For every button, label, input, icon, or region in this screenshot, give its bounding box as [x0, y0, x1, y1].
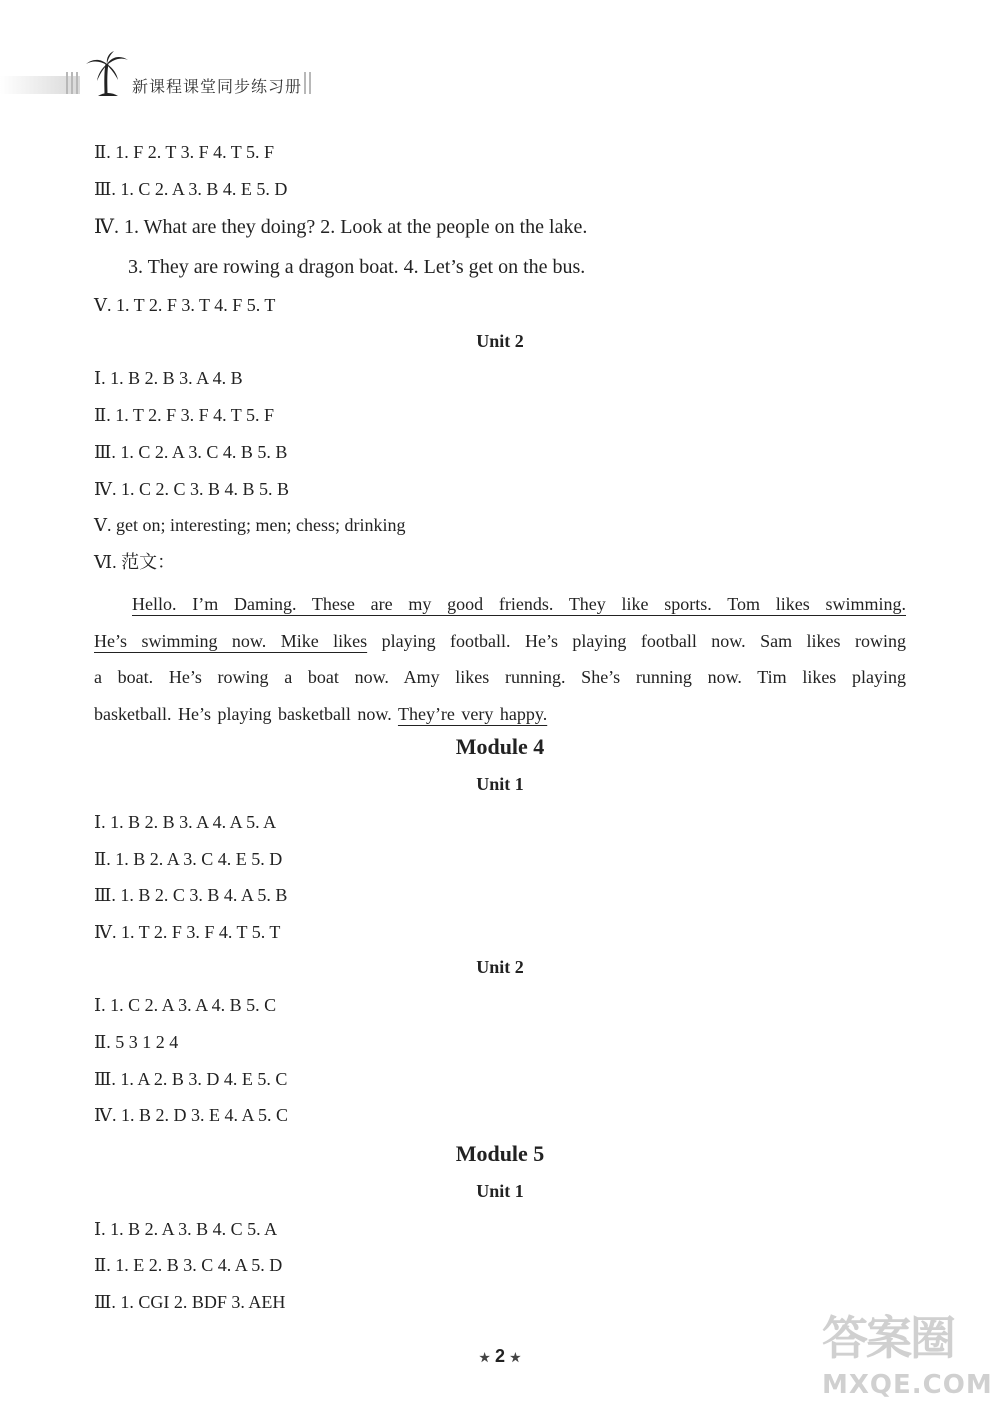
essay-underlined-text: Hello. I’m Daming. These are my good friends. They like sports. Tom likes swimming.	[132, 594, 906, 614]
essay-text: basketball. He’s playing basketball now.	[94, 703, 398, 724]
answer-line: Ⅲ. 1. C 2. A 3. B 4. E 5. D	[94, 179, 288, 199]
header-bars-left	[66, 72, 78, 94]
answer-line: Ⅵ. 范文：	[94, 552, 176, 572]
essay-underlined-text: They’re very happy.	[397, 703, 548, 724]
answer-line: Ⅱ. 1. E 2. B 3. C 4. A 5. D	[94, 1255, 283, 1275]
watermark-url: MXQE.COM	[822, 1370, 993, 1400]
answer-line: Ⅴ. get on; interesting; men; chess; drinking	[94, 515, 406, 535]
essay-line	[94, 586, 906, 623]
answer-line: Ⅴ. 1. T 2. F 3. T 4. F 5. T	[94, 295, 276, 315]
answer-line: Ⅲ. 1. CGI 2. BDF 3. AEH	[94, 1292, 286, 1312]
module-heading: Module 5	[455, 1141, 545, 1166]
page-number-value: 2	[494, 1346, 505, 1366]
answer-line: Ⅲ. 1. B 2. C 3. B 4. A 5. B	[94, 885, 288, 905]
answer-line: Ⅰ. 1. B 2. B 3. A 4. B	[94, 368, 243, 388]
answer-line: Ⅱ. 1. T 2. F 3. F 4. T 5. F	[94, 405, 274, 425]
answer-line: Ⅳ. 1. C 2. C 3. B 4. B 5. B	[94, 479, 290, 499]
answer-line: Ⅳ. 1. B 2. D 3. E 4. A 5. C	[94, 1105, 289, 1125]
watermark-text: 答案圈	[822, 1311, 954, 1365]
star-icon: ★	[479, 1350, 490, 1365]
answer-line: Ⅲ. 1. C 2. A 3. C 4. B 5. B	[94, 442, 288, 462]
answer-line: Ⅳ. 1. What are they doing? 2. Look at the people on the lake.	[94, 216, 588, 238]
essay-text: playing football. He’s playing football now. Sam likes rowing	[367, 630, 906, 651]
unit-heading: Unit 2	[476, 331, 524, 351]
answer-line: Ⅱ. 1. B 2. A 3. C 4. E 5. D	[94, 849, 283, 869]
unit-heading: Unit 2	[476, 957, 524, 977]
star-icon: ★	[510, 1350, 521, 1365]
essay-line: a boat. He’s rowing a boat now. Amy likes running. She’s running now. Tim likes playing	[94, 667, 906, 687]
answer-line: Ⅲ. 1. A 2. B 3. D 4. E 5. C	[94, 1069, 288, 1089]
sample-essay	[94, 586, 906, 732]
answer-line: Ⅰ. 1. C 2. A 3. A 4. B 5. C	[94, 995, 277, 1015]
watermark	[822, 1308, 992, 1418]
answer-line: Ⅱ. 5 3 1 2 4	[94, 1032, 179, 1052]
essay-line	[94, 696, 906, 733]
header-bars-right	[304, 72, 311, 94]
module-heading: Module 4	[455, 734, 545, 759]
answer-line: Ⅰ. 1. B 2. A 3. B 4. C 5. A	[94, 1219, 278, 1239]
unit-heading: Unit 1	[476, 1181, 524, 1201]
essay-line	[94, 623, 906, 660]
answer-line: Ⅳ. 1. T 2. F 3. F 4. T 5. T	[94, 922, 281, 942]
palm-tree-icon	[84, 50, 130, 98]
answer-line: 3. They are rowing a dragon boat. 4. Let’s get on the bus.	[128, 256, 586, 278]
book-title: 新课程课堂同步练习册	[132, 77, 303, 96]
answer-line: Ⅰ. 1. B 2. B 3. A 4. A 5. A	[94, 812, 277, 832]
essay-underlined-text: He’s swimming now. Mike likes	[94, 630, 368, 651]
answer-line: Ⅱ. 1. F 2. T 3. F 4. T 5. F	[94, 142, 274, 162]
page-header	[0, 0, 1000, 110]
unit-heading: Unit 1	[476, 774, 524, 794]
